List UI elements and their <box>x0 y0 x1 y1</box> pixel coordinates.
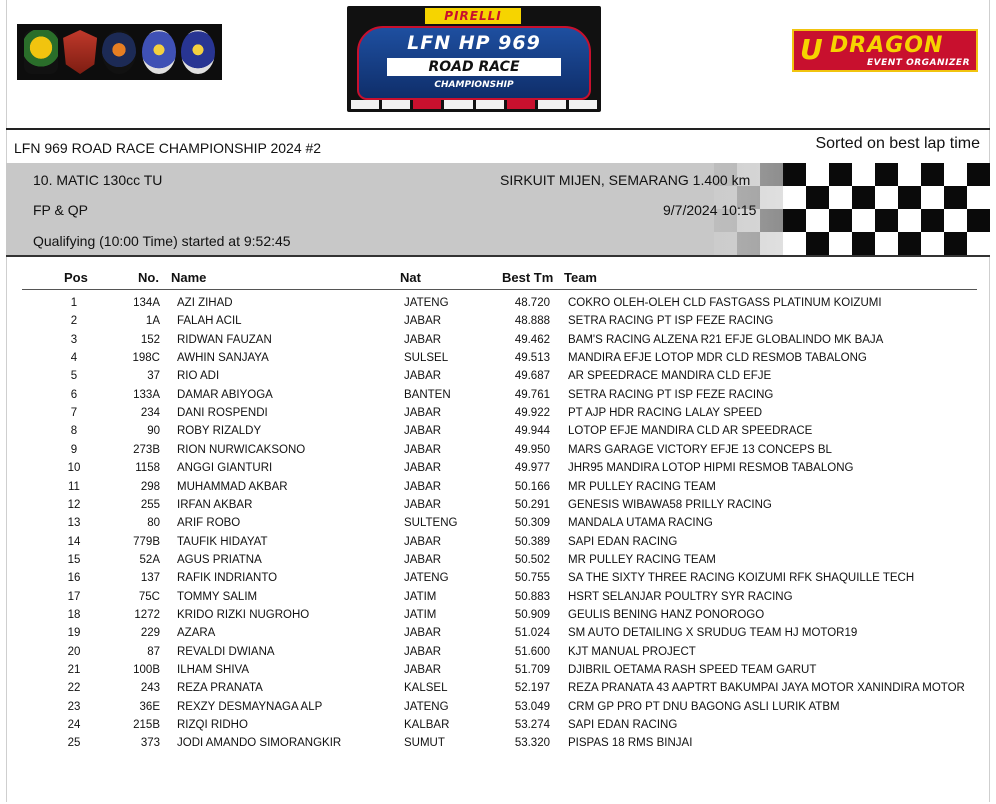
team-name: SM AUTO DETAILING X SRUDUG TEAM HJ MOTOR19 <box>568 627 858 640</box>
rider-name: DAMAR ABIYOGA <box>177 388 273 401</box>
rider-nat: SULSEL <box>404 352 449 365</box>
rider-name: MUHAMMAD AKBAR <box>177 480 288 493</box>
result-pos: 15 <box>67 553 81 566</box>
result-pos: 24 <box>67 719 81 732</box>
result-number: 152 <box>140 333 160 346</box>
dragon-logo-subtext: EVENT ORGANIZER <box>867 58 970 68</box>
rider-nat: JABAR <box>404 480 442 493</box>
result-pos: 4 <box>70 352 78 365</box>
team-name: BAM'S RACING ALZENA R21 EFJE GLOBALINDO MK BAJA <box>568 333 884 346</box>
rider-name: KRIDO RIZKI NUGROHO <box>177 608 310 621</box>
result-pos: 2 <box>70 315 78 328</box>
team-name: SETRA RACING PT ISP FEZE RACING <box>568 388 774 401</box>
result-number: 100B <box>133 664 160 676</box>
table-row <box>0 459 996 477</box>
best-lap-time: 49.977 <box>514 462 550 475</box>
table-row <box>0 661 996 679</box>
col-nat-header: Nat <box>400 270 421 285</box>
best-lap-time: 53.049 <box>514 700 550 713</box>
best-lap-time: 53.320 <box>514 737 550 750</box>
result-number: 52A <box>139 553 160 566</box>
rider-nat: JATIM <box>404 608 437 621</box>
table-row <box>0 533 996 551</box>
rider-nat: JABAR <box>404 425 442 438</box>
team-name: SAPI EDAN RACING <box>568 719 678 732</box>
result-pos: 10 <box>67 462 81 475</box>
col-name-header: Name <box>171 270 207 285</box>
team-name: AR SPEEDRACE MANDIRA CLD EFJE <box>568 370 772 383</box>
rider-name: REZA PRANATA <box>177 682 263 695</box>
result-pos: 20 <box>67 645 81 658</box>
rider-nat: JABAR <box>404 535 442 548</box>
rider-nat: JATENG <box>404 297 449 309</box>
table-row <box>0 312 996 330</box>
table-row <box>0 422 996 440</box>
table-row <box>0 588 996 606</box>
table-row <box>0 331 996 349</box>
result-pos: 7 <box>70 407 78 420</box>
best-lap-time: 50.502 <box>514 553 550 566</box>
best-lap-time: 48.888 <box>514 315 550 328</box>
result-pos: 22 <box>67 682 81 695</box>
rider-nat: KALSEL <box>404 682 448 695</box>
results-header-row <box>0 270 996 288</box>
rider-name: RAFIK INDRIANTO <box>177 572 278 585</box>
result-number: 198C <box>132 352 160 365</box>
team-name: SAPI EDAN RACING <box>568 535 678 548</box>
best-lap-time: 48.720 <box>514 297 550 309</box>
team-name: SA THE SIXTY THREE RACING KOIZUMI RFK SHAQUILLE TECH <box>568 572 915 585</box>
rider-name: AGUS PRIATNA <box>177 553 262 566</box>
team-name: JHR95 MANDIRA LOTOP HIPMI RESMOB TABALONG <box>568 462 854 475</box>
table-row <box>0 496 996 514</box>
logo-line-2: ROAD RACE <box>387 58 561 76</box>
team-name: MR PULLEY RACING TEAM <box>568 553 716 566</box>
club-emblem-icon <box>102 30 136 74</box>
pirelli-logo-text: PIRELLI <box>425 8 521 24</box>
session-info-panel <box>6 163 990 255</box>
rider-name: FALAH ACIL <box>177 315 242 328</box>
rider-nat: JABAR <box>404 553 442 566</box>
rider-nat: JABAR <box>404 462 442 475</box>
best-lap-time: 50.166 <box>514 480 550 493</box>
best-lap-time: 49.687 <box>514 370 550 383</box>
table-row <box>0 624 996 642</box>
result-number: 373 <box>140 737 160 750</box>
rider-name: ILHAM SHIVA <box>177 664 249 676</box>
result-pos: 14 <box>67 535 81 548</box>
col-pos-header: Pos <box>64 270 88 285</box>
team-name: MARS GARAGE VICTORY EFJE 13 CONCEPS BL <box>568 443 832 456</box>
circuit-label: SIRKUIT MIJEN, SEMARANG 1.400 km <box>500 172 751 188</box>
best-lap-time: 49.922 <box>514 407 550 420</box>
table-row <box>0 734 996 752</box>
best-lap-time: 49.950 <box>514 443 550 456</box>
rider-nat: JABAR <box>404 627 442 640</box>
rider-name: RIDWAN FAUZAN <box>177 333 272 346</box>
result-pos: 21 <box>67 664 81 676</box>
best-lap-time: 49.513 <box>514 352 550 365</box>
session-datetime: 9/7/2024 10:15 <box>663 202 757 218</box>
rider-name: RION NURWICAKSONO <box>177 443 306 456</box>
table-row <box>0 367 996 385</box>
rider-nat: JABAR <box>404 664 442 676</box>
rider-nat: JABAR <box>404 498 442 511</box>
rider-nat: BANTEN <box>404 388 451 401</box>
result-pos: 1 <box>70 297 78 309</box>
best-lap-time: 49.462 <box>514 333 550 346</box>
result-number: 234 <box>140 407 160 420</box>
table-row <box>0 349 996 367</box>
rider-nat: JATIM <box>404 590 437 603</box>
team-name: MANDIRA EFJE LOTOP MDR CLD RESMOB TABALONG <box>568 352 867 365</box>
result-pos: 13 <box>67 517 81 530</box>
result-pos: 23 <box>67 700 81 713</box>
best-lap-time: 50.309 <box>514 517 550 530</box>
result-pos: 16 <box>67 572 81 585</box>
result-pos: 18 <box>67 608 81 621</box>
team-name: COKRO OLEH-OLEH CLD FASTGASS PLATINUM KOIZUMI <box>568 297 882 309</box>
team-name: REZA PRANATA 43 AAPTRT BAKUMPAI JAYA MOTOR XANINDIRA MOTOR <box>568 682 965 695</box>
rider-nat: JABAR <box>404 645 442 658</box>
best-lap-time: 51.709 <box>514 664 550 676</box>
result-number: 229 <box>140 627 160 640</box>
rider-nat: JABAR <box>404 407 442 420</box>
best-lap-time: 50.883 <box>514 590 550 603</box>
result-pos: 25 <box>67 737 81 750</box>
result-pos: 11 <box>68 480 80 493</box>
team-name: PT AJP HDR RACING LALAY SPEED <box>568 407 763 420</box>
rider-name: REXZY DESMAYNAGA ALP <box>177 700 323 713</box>
session-label: FP & QP <box>33 202 88 218</box>
rider-name: IRFAN AKBAR <box>177 498 253 511</box>
table-row <box>0 569 996 587</box>
result-pos: 19 <box>67 627 81 640</box>
rider-name: TAUFIK HIDAYAT <box>177 535 268 548</box>
team-name: GEULIS BENING HANZ PONOROGO <box>568 608 765 621</box>
result-pos: 6 <box>70 388 78 401</box>
rider-name: DANI ROSPENDI <box>177 407 268 420</box>
team-name: SETRA RACING PT ISP FEZE RACING <box>568 315 774 328</box>
table-row <box>0 606 996 624</box>
dragon-organizer-logo <box>792 29 978 72</box>
rider-nat: JATENG <box>404 700 449 713</box>
result-number: 37 <box>147 370 160 383</box>
best-lap-time: 51.024 <box>514 627 550 640</box>
team-name: GENESIS WIBAWA58 PRILLY RACING <box>568 498 772 511</box>
result-pos: 3 <box>70 333 78 346</box>
rider-name: RIZQI RIDHO <box>177 719 248 732</box>
event-title: LFN 969 ROAD RACE CHAMPIONSHIP 2024 #2 <box>14 140 322 156</box>
class-label: 10. MATIC 130cc TU <box>33 172 163 188</box>
rider-name: ANGGI GIANTURI <box>177 462 273 475</box>
result-number: 273B <box>133 443 160 456</box>
rider-name: ARIF ROBO <box>177 517 241 530</box>
result-number: 75C <box>138 590 160 603</box>
rider-name: AWHIN SANJAYA <box>177 352 269 365</box>
dragon-logo-text: DRAGON <box>830 33 944 58</box>
table-row <box>0 404 996 422</box>
rider-name: RIO ADI <box>177 370 220 383</box>
table-row <box>0 551 996 569</box>
rider-nat: KALBAR <box>404 719 450 732</box>
result-number: 779B <box>133 535 160 548</box>
result-number: 87 <box>147 645 160 658</box>
best-lap-time: 50.909 <box>514 608 550 621</box>
rider-nat: JATENG <box>404 572 449 585</box>
table-row <box>0 716 996 734</box>
table-row <box>0 386 996 404</box>
rider-name: AZARA <box>177 627 216 640</box>
rider-nat: JABAR <box>404 333 442 346</box>
team-name: KJT MANUAL PROJECT <box>568 645 696 658</box>
sort-note: Sorted on best lap time <box>815 135 980 152</box>
result-number: 133A <box>133 388 160 401</box>
table-row <box>0 294 996 312</box>
result-number: 255 <box>140 498 160 511</box>
col-team-header: Team <box>564 270 597 285</box>
result-pos: 12 <box>67 498 81 511</box>
table-row <box>0 441 996 459</box>
best-lap-time: 53.274 <box>514 719 550 732</box>
result-pos: 9 <box>70 443 78 456</box>
best-lap-time: 50.389 <box>514 535 550 548</box>
team-name: LOTOP EFJE MANDIRA CLD AR SPEEDRACE <box>568 425 813 438</box>
championship-logo <box>347 6 601 112</box>
table-row <box>0 679 996 697</box>
best-lap-time: 52.197 <box>514 682 550 695</box>
result-pos: 5 <box>70 370 78 383</box>
result-number: 243 <box>140 682 160 695</box>
team-name: HSRT SELANJAR POULTRY SYR RACING <box>568 590 793 603</box>
panel-divider <box>6 255 990 257</box>
logo-line-1: LFN HP 969 <box>407 32 541 54</box>
table-row <box>0 698 996 716</box>
rider-name: REVALDI DWIANA <box>177 645 275 658</box>
dragon-u-mark-icon: U <box>800 33 823 66</box>
rider-nat: JABAR <box>404 443 442 456</box>
result-pos: 8 <box>70 425 78 438</box>
col-best-header: Best Tm <box>502 270 554 285</box>
logo-sponsor-strip <box>351 100 597 109</box>
rider-name: AZI ZIHAD <box>177 297 233 309</box>
province-emblem-icon <box>24 30 58 74</box>
imi-semarang-emblem-icon <box>181 30 215 74</box>
imi-emblem-icon <box>142 30 176 74</box>
sponsor-emblems-left <box>17 24 222 80</box>
rider-name: JODI AMANDO SIMORANGKIR <box>177 737 342 750</box>
col-no-header: No. <box>138 270 159 285</box>
rider-nat: SUMUT <box>404 737 445 750</box>
table-row <box>0 514 996 532</box>
table-row <box>0 643 996 661</box>
best-lap-time: 49.761 <box>514 388 550 401</box>
rider-nat: SULTENG <box>404 517 458 530</box>
result-number: 90 <box>147 425 160 438</box>
result-number: 1158 <box>135 462 160 475</box>
result-number: 1A <box>145 315 160 328</box>
result-number: 36E <box>139 700 160 713</box>
best-lap-time: 50.291 <box>514 498 550 511</box>
result-number: 80 <box>147 517 160 530</box>
session-detail: Qualifying (10:00 Time) started at 9:52:45 <box>33 233 291 249</box>
best-lap-time: 50.755 <box>514 572 550 585</box>
regional-shield-icon <box>63 30 97 74</box>
title-bar <box>6 128 990 163</box>
result-number: 298 <box>140 480 160 493</box>
result-pos: 17 <box>67 590 81 603</box>
rider-nat: JABAR <box>404 315 442 328</box>
team-name: DJIBRIL OETAMA RASH SPEED TEAM GARUT <box>568 664 817 676</box>
team-name: MR PULLEY RACING TEAM <box>568 480 716 493</box>
rider-nat: JABAR <box>404 370 442 383</box>
team-name: MANDALA UTAMA RACING <box>568 517 713 530</box>
rider-name: ROBY RIZALDY <box>177 425 262 438</box>
result-number: 137 <box>140 572 160 585</box>
table-row <box>0 478 996 496</box>
best-lap-time: 51.600 <box>514 645 550 658</box>
team-name: CRM GP PRO PT DNU BAGONG ASLI LURIK ATBM <box>568 700 840 713</box>
best-lap-time: 49.944 <box>514 425 550 438</box>
rider-name: TOMMY SALIM <box>177 590 258 603</box>
result-number: 134A <box>133 297 160 309</box>
result-number: 215B <box>133 719 160 732</box>
header-divider <box>22 289 977 290</box>
result-number: 1272 <box>134 608 160 621</box>
team-name: PISPAS 18 RMS BINJAI <box>568 737 693 750</box>
logo-line-3: CHAMPIONSHIP <box>434 80 514 90</box>
